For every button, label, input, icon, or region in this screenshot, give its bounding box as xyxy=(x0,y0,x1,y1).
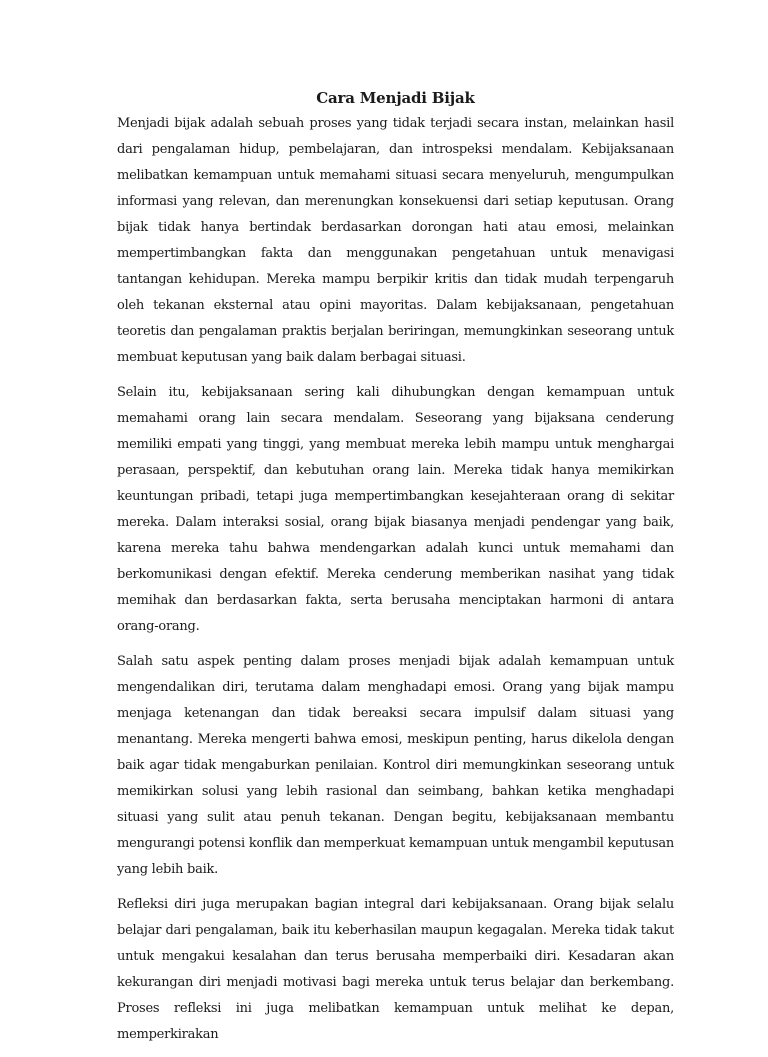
document-title: Cara Menjadi Bijak xyxy=(316,89,475,107)
paragraph-3: Salah satu aspek penting dalam proses menjadi bijak adalah kemampuan untuk mengendalikan diri, terutama dalam menghadapi emosi. Orang yang bijak mampu menjaga ketenangan dan tidak bereaksi secara impulsif dalam situasi yang menantang. Mereka mengerti bahwa emosi, meskipun penting, harus dikelola dengan baik agar tidak mengaburkan penilaian. Kontrol diri memungkinkan seseorang untuk memikirkan solusi yang lebih rasional dan seimbang, bahkan ketika menghadapi situasi yang sulit atau penuh tekanan. Dengan begitu, kebijaksanaan membantu mengurangi potensi konflik dan memperkuat kemampuan untuk mengambil keputusan yang lebih baik. xyxy=(117,654,674,877)
paragraph-1: Menjadi bijak adalah sebuah proses yang tidak terjadi secara instan, melainkan hasil dari pengalaman hidup, pembelajaran, dan introspeksi mendalam. Kebijaksanaan melibatkan kemampuan untuk memahami situasi secara menyeluruh, mengumpulkan informasi yang relevan, dan merenungkan konsekuensi dari setiap keputusan. Orang bijak tidak hanya bertindak berdasarkan dorongan hati atau emosi, melainkan mempertimbangkan fakta dan menggunakan pengetahuan untuk menavigasi tantangan kehidupan. Mereka mampu berpikir kritis dan tidak mudah terpengaruh oleh tekanan eksternal atau opini mayoritas. Dalam kebijaksanaan, pengetahuan teoretis dan pengalaman praktis berjalan beriringan, memungkinkan seseorang untuk membuat keputusan yang baik dalam berbagai situasi. xyxy=(117,116,674,365)
paragraph-2: Selain itu, kebijaksanaan sering kali dihubungkan dengan kemampuan untuk memahami orang lain secara mendalam. Seseorang yang bijaksana cenderung memiliki empati yang tinggi, yang membuat mereka lebih mampu untuk menghargai perasaan, perspektif, dan kebutuhan orang lain. Mereka tidak hanya memikirkan keuntungan pribadi, tetapi juga mempertimbangkan kesejahteraan orang di sekitar mereka. Dalam interaksi sosial, orang bijak biasanya menjadi pendengar yang baik, karena mereka tahu bahwa mendengarkan adalah kunci untuk memahami dan berkomunikasi dengan efektif. Mereka cenderung memberikan nasihat yang tidak memihak dan berdasarkan fakta, serta berusaha menciptakan harmoni di antara orang-orang. xyxy=(117,385,674,634)
paragraph-4: Refleksi diri juga merupakan bagian integral dari kebijaksanaan. Orang bijak selalu belajar dari pengalaman, baik itu keberhasilan maupun kegagalan. Mereka tidak takut untuk mengakui kesalahan dan terus berusaha memperbaiki diri. Kesadaran akan kekurangan diri menjadi motivasi bagi mereka untuk terus belajar dan berkembang. Proses refleksi ini juga melibatkan kemampuan untuk melihat ke depan, memperkirakan xyxy=(117,897,674,1042)
document-body xyxy=(117,88,674,1057)
